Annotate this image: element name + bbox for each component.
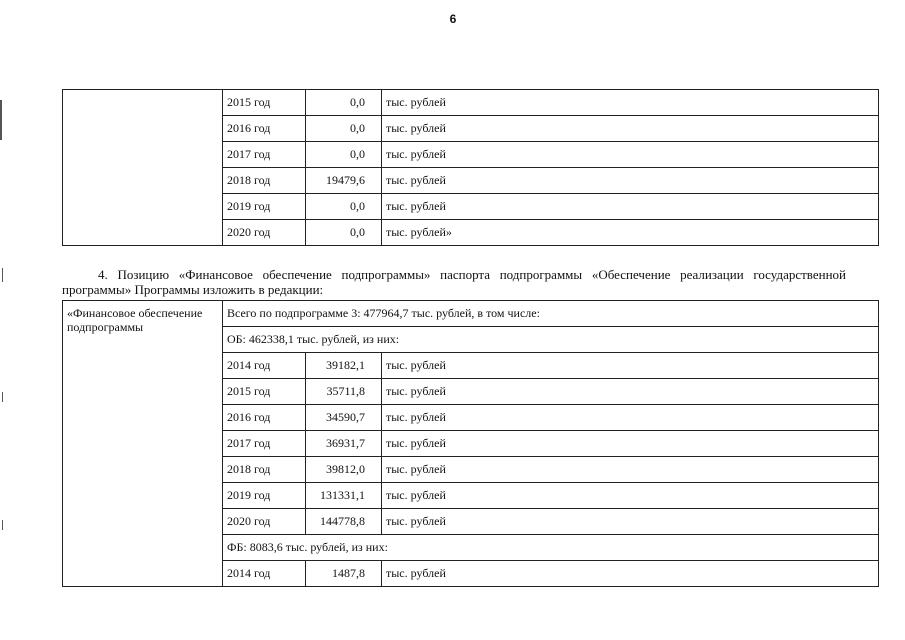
amount-cell: 36931,7 — [306, 431, 382, 457]
table-row — [63, 90, 879, 116]
unit-cell: тыс. рублей — [382, 405, 879, 431]
unit-cell: тыс. рублей» — [382, 220, 879, 246]
amount-cell: 34590,7 — [306, 405, 382, 431]
unit-cell: тыс. рублей — [382, 142, 879, 168]
amount-cell: 0,0 — [306, 90, 382, 116]
scan-edge-mark — [0, 100, 2, 140]
year-cell: 2018 год — [223, 168, 306, 194]
amount-cell: 39182,1 — [306, 353, 382, 379]
amount-cell: 0,0 — [306, 194, 382, 220]
fb-heading-cell: ФБ: 8083,6 тыс. рублей, из них: — [223, 535, 879, 561]
amount-cell: 1487,8 — [306, 561, 382, 587]
unit-cell: тыс. рублей — [382, 431, 879, 457]
year-cell: 2017 год — [223, 431, 306, 457]
unit-cell: тыс. рублей — [382, 90, 879, 116]
year-cell: 2019 год — [223, 483, 306, 509]
ob-heading-cell: ОБ: 462338,1 тыс. рублей, из них: — [223, 327, 879, 353]
year-cell: 2020 год — [223, 220, 306, 246]
scan-edge-mark — [2, 268, 3, 282]
scan-edge-mark — [2, 520, 3, 530]
unit-cell: тыс. рублей — [382, 353, 879, 379]
year-cell: 2019 год — [223, 194, 306, 220]
year-cell: 2016 год — [223, 116, 306, 142]
amendment-paragraph: 4. Позицию «Финансовое обеспечение подпрограммы» паспорта подпрограммы «Обеспечение реализации государственной программы» Программы изложить в редакции: — [62, 267, 846, 297]
unit-cell: тыс. рублей — [382, 168, 879, 194]
unit-cell: тыс. рублей — [382, 457, 879, 483]
year-cell: 2016 год — [223, 405, 306, 431]
amount-cell: 0,0 — [306, 142, 382, 168]
unit-cell: тыс. рублей — [382, 483, 879, 509]
empty-label-cell — [63, 90, 223, 246]
unit-cell: тыс. рублей — [382, 561, 879, 587]
unit-cell: тыс. рублей — [382, 379, 879, 405]
position-label-cell: «Финансовое обеспечение подпрограммы — [63, 301, 223, 587]
unit-cell: тыс. рублей — [382, 194, 879, 220]
page-number: 6 — [449, 12, 457, 26]
funding-table — [62, 300, 879, 587]
year-cell: 2017 год — [223, 142, 306, 168]
amount-cell: 0,0 — [306, 116, 382, 142]
funding-table-continuation — [62, 89, 879, 246]
scan-edge-mark — [2, 392, 3, 402]
amount-cell: 131331,1 — [306, 483, 382, 509]
table-row — [63, 301, 879, 327]
amount-cell: 39812,0 — [306, 457, 382, 483]
amount-cell: 35711,8 — [306, 379, 382, 405]
year-cell: 2018 год — [223, 457, 306, 483]
year-cell: 2014 год — [223, 353, 306, 379]
amount-cell: 144778,8 — [306, 509, 382, 535]
amount-cell: 0,0 — [306, 220, 382, 246]
amount-cell: 19479,6 — [306, 168, 382, 194]
year-cell: 2020 год — [223, 509, 306, 535]
unit-cell: тыс. рублей — [382, 116, 879, 142]
year-cell: 2014 год — [223, 561, 306, 587]
year-cell: 2015 год — [223, 90, 306, 116]
year-cell: 2015 год — [223, 379, 306, 405]
unit-cell: тыс. рублей — [382, 509, 879, 535]
total-cell: Всего по подпрограмме 3: 477964,7 тыс. рублей, в том числе: — [223, 301, 879, 327]
